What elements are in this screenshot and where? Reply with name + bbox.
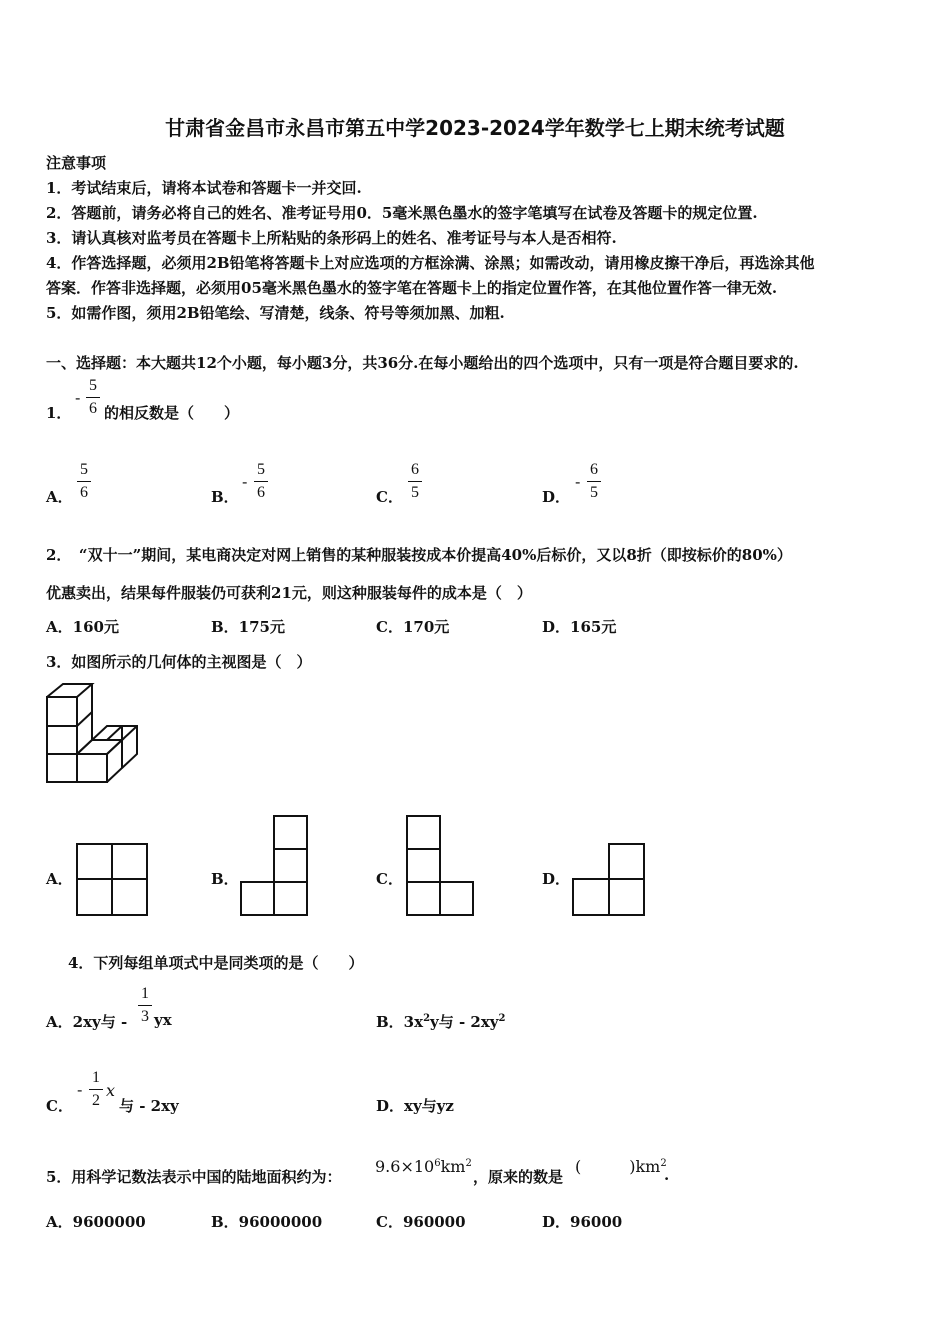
exponent: 6 (434, 1158, 441, 1169)
q1-option-b-fraction (254, 460, 268, 503)
q2-question-line1: 2． “双十一”期间，某电商决定对网上销售的某种服装按成本价提高40%后标价，又以8折（即按标价的80%） (46, 546, 792, 564)
notice-item: 答案．作答非选择题，必须用05毫米黑色墨水的签字笔在答题卡上的指定位置作答，在其他位置作答一律无效. (46, 279, 778, 297)
q1-neg-sign: - (75, 388, 81, 407)
q5-expression (375, 1157, 472, 1176)
fraction-top: 6 (411, 461, 419, 478)
fraction-top: 5 (257, 461, 265, 478)
q3-question: 3．如图所示的几何体的主视图是（ ） (46, 653, 312, 671)
q2-option-a[interactable]: A．160元 (46, 618, 119, 636)
fraction-top: 6 (590, 461, 598, 478)
fraction-top: 1 (92, 1069, 100, 1086)
q3-option-a-view (76, 843, 148, 917)
q1-option-c-label[interactable]: C． (376, 488, 403, 506)
q5-mid-text: ，原来的数是 (473, 1168, 564, 1186)
cube-face (47, 726, 77, 754)
cube-face (47, 754, 77, 782)
q5-expr-base: 9.6×10 (375, 1157, 435, 1176)
q2-question-line2: 优惠卖出，结果每件服装仍可获利21元，则这种服装每件的成本是（ ） (46, 584, 532, 602)
q5-option-b[interactable]: B．96000000 (211, 1213, 323, 1231)
q5-end: . (664, 1166, 670, 1184)
fraction-top: 1 (141, 985, 149, 1002)
q5-option-d[interactable]: D．96000 (542, 1213, 623, 1231)
q5-blank-text: ( )km (575, 1157, 661, 1176)
q2-option-b[interactable]: B．175元 (211, 618, 285, 636)
q1-fraction (86, 376, 100, 419)
q4-option-a-fraction (138, 984, 152, 1027)
q2-option-c[interactable]: C．170元 (376, 618, 450, 636)
notice-heading: 注意事项 (46, 154, 107, 172)
q3-option-b-label[interactable]: B． (211, 870, 239, 888)
notice-item: 1．考试结束后，请将本试卷和答题卡一并交回. (46, 179, 362, 197)
q5-question: 5．用科学记数法表示中国的陆地面积约为： (46, 1168, 342, 1186)
section-heading: 一、选择题：本大题共12个小题，每小题3分，共36分.在每小题给出的四个选项中，只有一项是符合题目要求的. (46, 354, 799, 372)
q4-option-c-fraction (89, 1068, 103, 1111)
fraction-bottom: 6 (80, 484, 88, 501)
q3-option-d-view (572, 843, 646, 917)
q4-option-c-variable: x (106, 1081, 116, 1100)
q1-question: 的相反数是（ ） (104, 404, 240, 422)
exponent: 2 (423, 1013, 431, 1024)
q3-option-a-label[interactable]: A． (46, 870, 73, 888)
q3-option-b-view (240, 815, 308, 917)
q4-option-c-label[interactable]: C． (46, 1097, 73, 1115)
q5-option-c[interactable]: C．960000 (376, 1213, 466, 1231)
q3-option-c-view (406, 815, 474, 917)
q4-option-b-label: B．3x (376, 1013, 424, 1031)
page-title: 甘肃省金昌市永昌市第五中学2023-2024学年数学七上期末统考试题 (165, 116, 785, 140)
notice-item: 3．请认真核对监考员在答题卡上所粘贴的条形码上的姓名、准考证号与本人是否相符. (46, 229, 617, 247)
cube-edge (92, 726, 122, 740)
q1-option-d-fraction (587, 460, 601, 503)
fraction-bottom: 5 (411, 484, 419, 501)
q1-numerator: 5 (89, 377, 97, 394)
neg-sign: - (242, 472, 248, 491)
fraction-bottom: 6 (257, 484, 265, 501)
fraction-top: 5 (80, 461, 88, 478)
notice-item: 5．如需作图，须用2B铅笔绘、写清楚，线条、符号等须加黑、加粗. (46, 304, 505, 322)
q1-option-a-fraction (77, 460, 91, 503)
q5-blank (575, 1154, 667, 1177)
q1-option-d-label[interactable]: D． (542, 488, 571, 506)
unit: km (440, 1157, 466, 1176)
neg-sign: - (77, 1080, 83, 1099)
q4-option-d[interactable]: D．xy与yz (376, 1097, 454, 1115)
q2-option-d[interactable]: D．165元 (542, 618, 617, 636)
notice-item: 2．答题前，请务必将自己的姓名、准考证号用0．5毫米黑色墨水的签字笔填写在试卷及答题卡的规定位置. (46, 204, 758, 222)
cube-face (47, 697, 77, 726)
fraction-bottom: 5 (590, 484, 598, 501)
q4-question: 4．下列每组单项式中是同类项的是（ ） (68, 954, 364, 972)
notice-item: 4．作答选择题，必须用2B铅笔将答题卡上对应选项的方框涂满、涂黑；如需改动，请用橡皮擦干净后，再选涂其他 (46, 254, 815, 272)
q4-option-a-label[interactable]: A．2xy与 - (46, 1013, 128, 1031)
neg-sign: - (575, 472, 581, 491)
q3-option-d-label[interactable]: D． (542, 870, 571, 888)
fraction-bottom: 3 (141, 1008, 149, 1025)
q1-option-b-label[interactable]: B． (211, 488, 239, 506)
q4-option-a-tail: yx (154, 1011, 172, 1029)
q3-option-c-label[interactable]: C． (376, 870, 403, 888)
exponent: 2 (660, 1158, 667, 1169)
cube-edge (47, 684, 92, 697)
q4-option-c-tail: 与 - 2xy (119, 1097, 179, 1115)
cube-edge (77, 712, 92, 726)
q1-denominator: 6 (89, 400, 97, 417)
q5-option-a[interactable]: A．9600000 (46, 1213, 146, 1231)
q3-solid-figure (46, 682, 141, 784)
exponent: 2 (465, 1158, 472, 1169)
exponent: 2 (498, 1013, 506, 1024)
q1-option-a-label[interactable]: A． (46, 488, 73, 506)
q1-number: 1． (46, 404, 72, 422)
fraction-bottom: 2 (92, 1092, 100, 1109)
cube-face (77, 754, 107, 782)
q1-option-c-fraction (408, 460, 422, 503)
q4-option-b[interactable] (376, 1011, 505, 1032)
q4-option-b-mid: y与 - 2xy (430, 1013, 499, 1031)
